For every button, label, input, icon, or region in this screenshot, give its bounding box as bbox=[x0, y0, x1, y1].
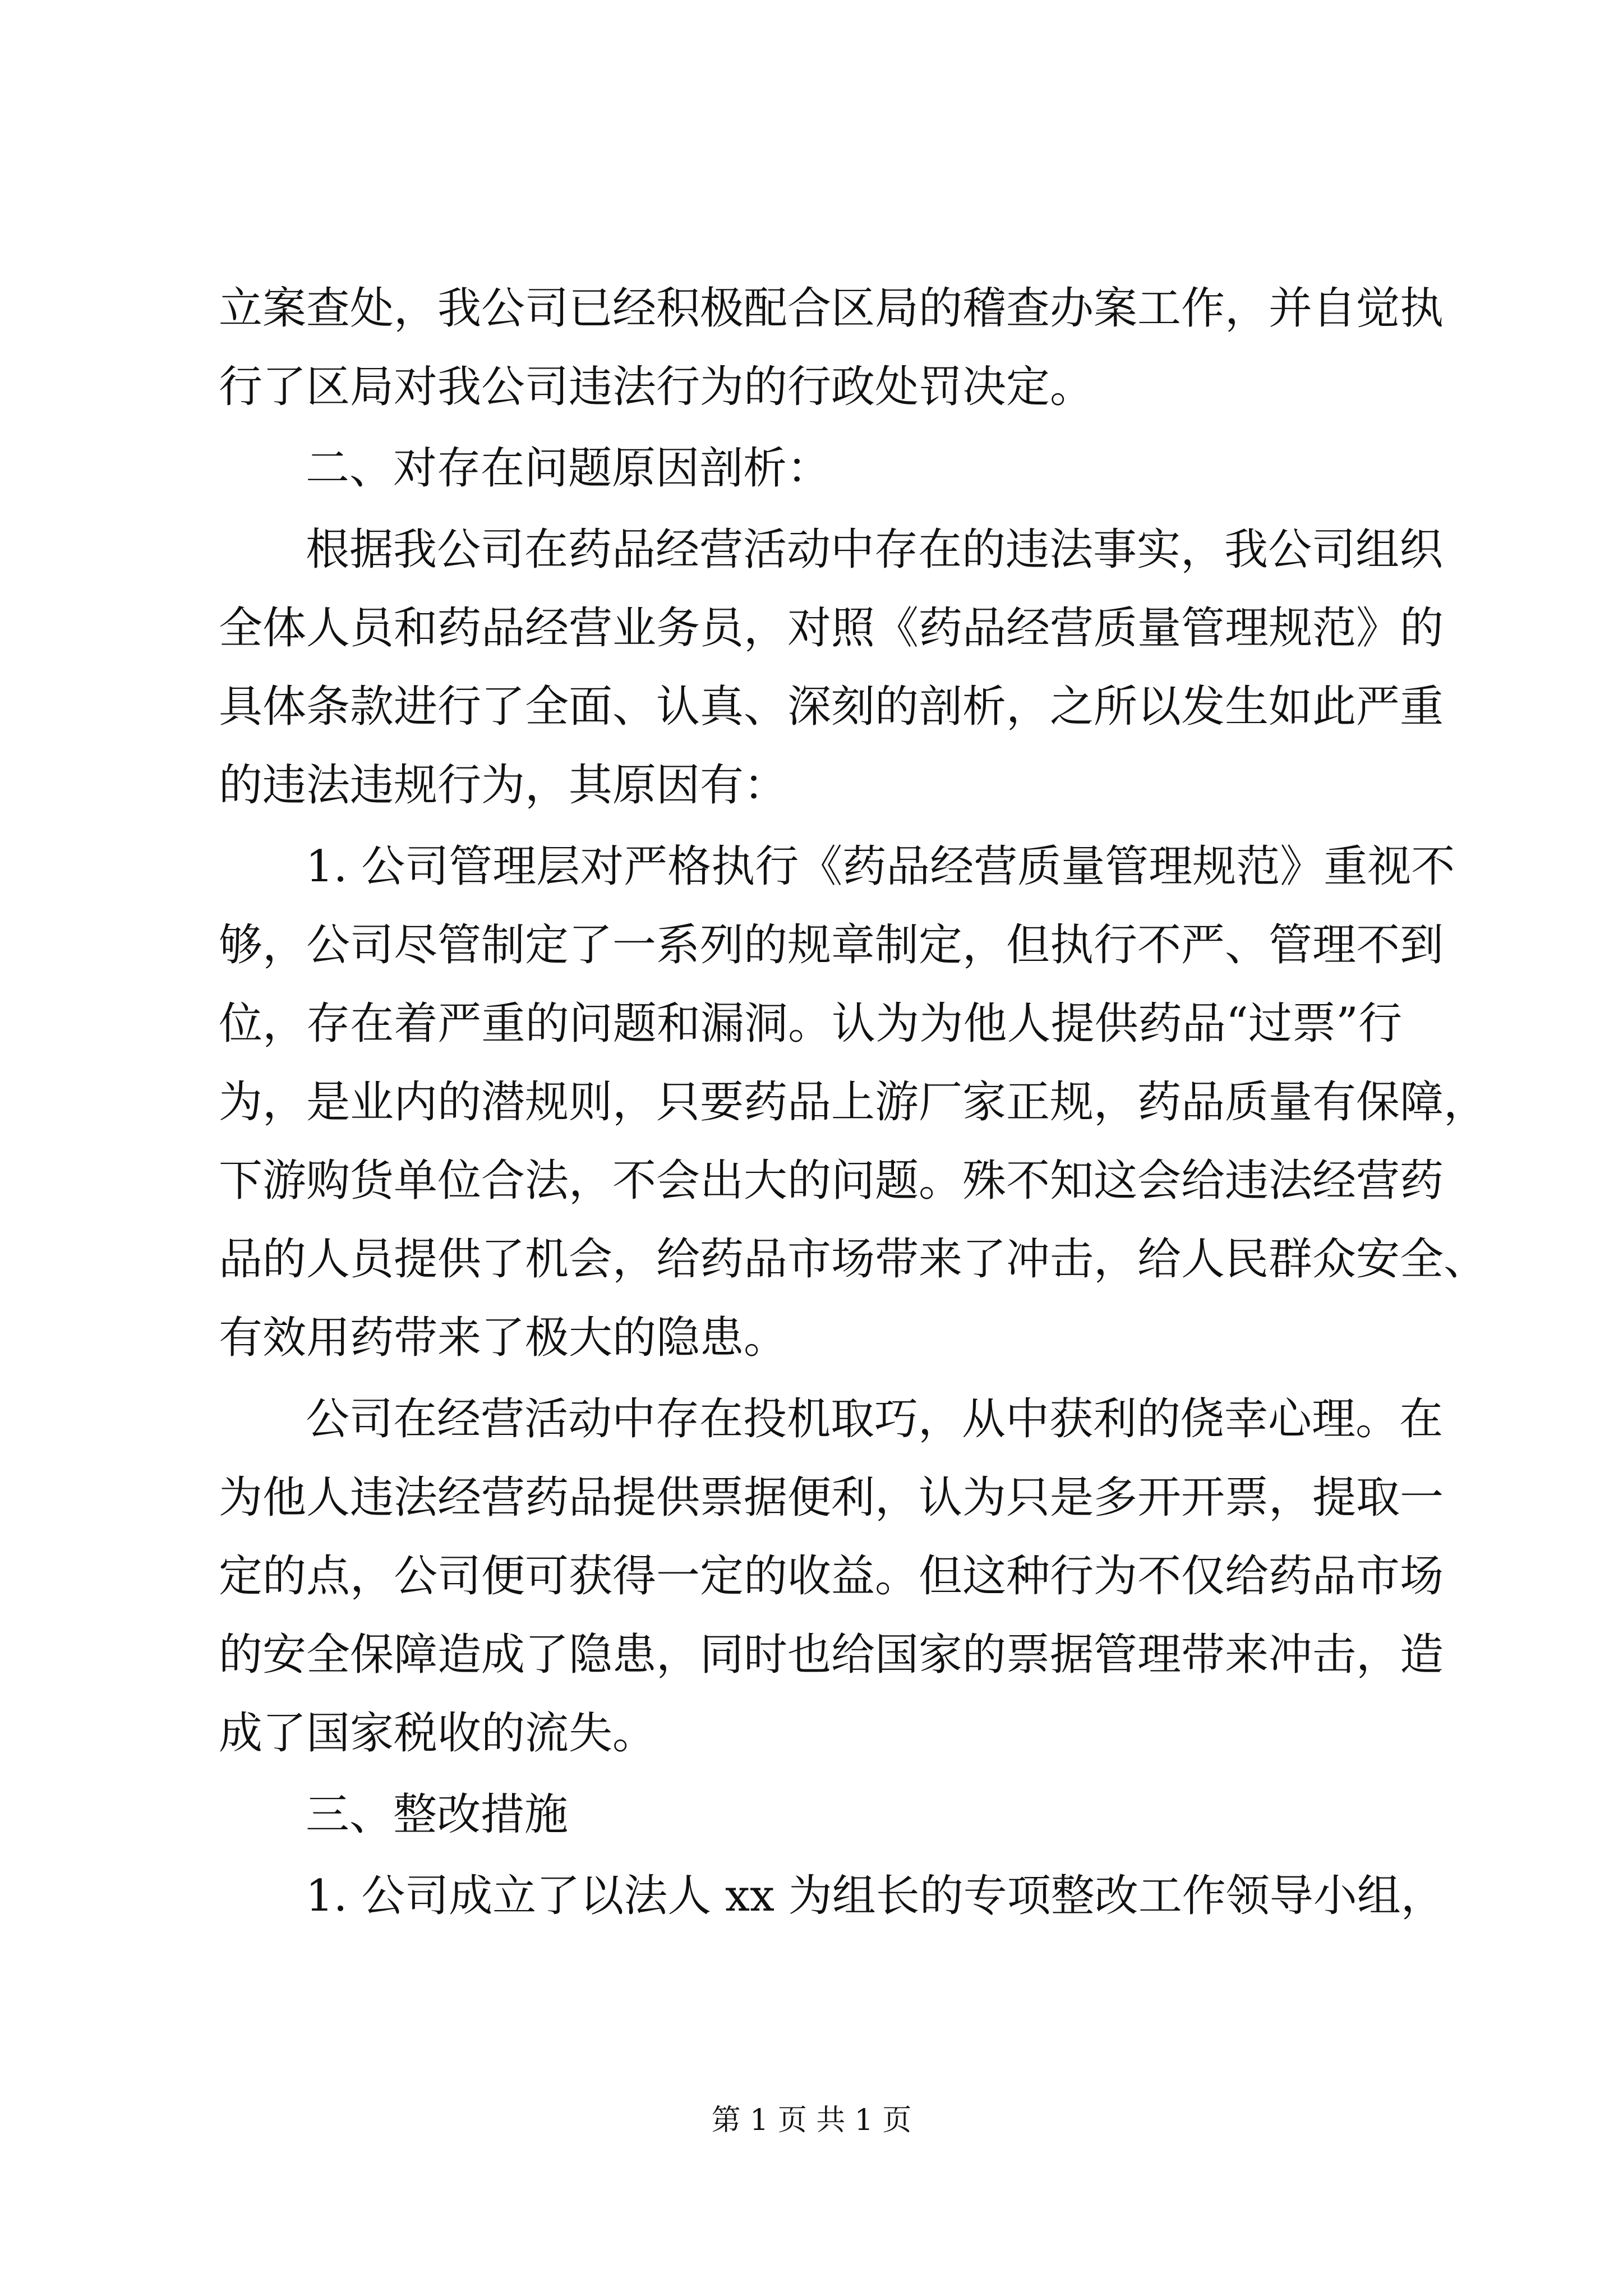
text-line: 根据我公司在药品经营活动中存在的违法事实，我公司组织 bbox=[306, 524, 1444, 575]
text-line: 公司在经营活动中存在投机取巧，从中获利的侥幸心理。在 bbox=[306, 1394, 1444, 1444]
text-line: 定的点，公司便可获得一定的收益。但这种行为不仅给药品市场 bbox=[219, 1551, 1444, 1602]
text-line: 1. 公司成立了以法人 xx 为组长的专项整改工作领导小组， bbox=[306, 1871, 1445, 1921]
text-line: 品的人员提供了机会，给药品市场带来了冲击，给人民群众安全、 bbox=[219, 1234, 1488, 1285]
text-line: 为，是业内的潜规则，只要药品上游厂家正规，药品质量有保障， bbox=[219, 1077, 1488, 1128]
text-line: 位，存在着严重的问题和漏洞。认为为他人提供药品“过票”行 bbox=[219, 999, 1402, 1049]
section-heading-3: 三、整改措施 bbox=[306, 1789, 569, 1840]
text-line: 具体条款进行了全面、认真、深刻的剖析，之所以发生如此严重 bbox=[219, 682, 1444, 732]
text-line: 1. 公司管理层对严格执行《药品经营质量管理规范》重视不 bbox=[306, 841, 1455, 892]
page-footer: 第 1 页 共 1 页 bbox=[711, 2104, 912, 2137]
text-line: 行了区局对我公司违法行为的行政处罚决定。 bbox=[219, 362, 1094, 412]
text-line: 下游购货单位合法，不会出大的问题。殊不知这会给违法经营药 bbox=[219, 1156, 1444, 1206]
text-line: 全体人员和药品经营业务员，对照《药品经营质量管理规范》的 bbox=[219, 603, 1444, 654]
section-heading-2: 二、对存在问题原因剖析： bbox=[306, 443, 831, 494]
text-line: 有效用药带来了极大的隐患。 bbox=[219, 1313, 788, 1363]
text-line: 成了国家税收的流失。 bbox=[219, 1708, 657, 1759]
text-line: 的违法违规行为，其原因有： bbox=[219, 760, 788, 811]
text-line: 够，公司尽管制定了一系列的规章制定，但执行不严、管理不到 bbox=[219, 920, 1444, 970]
text-line: 为他人违法经营药品提供票据便利，认为只是多开开票，提取一 bbox=[219, 1473, 1444, 1523]
text-line: 立案查处，我公司已经积极配合区局的稽查办案工作，并自觉执 bbox=[219, 283, 1444, 334]
text-line: 的安全保障造成了隐患，同时也给国家的票据管理带来冲击，造 bbox=[219, 1630, 1444, 1680]
